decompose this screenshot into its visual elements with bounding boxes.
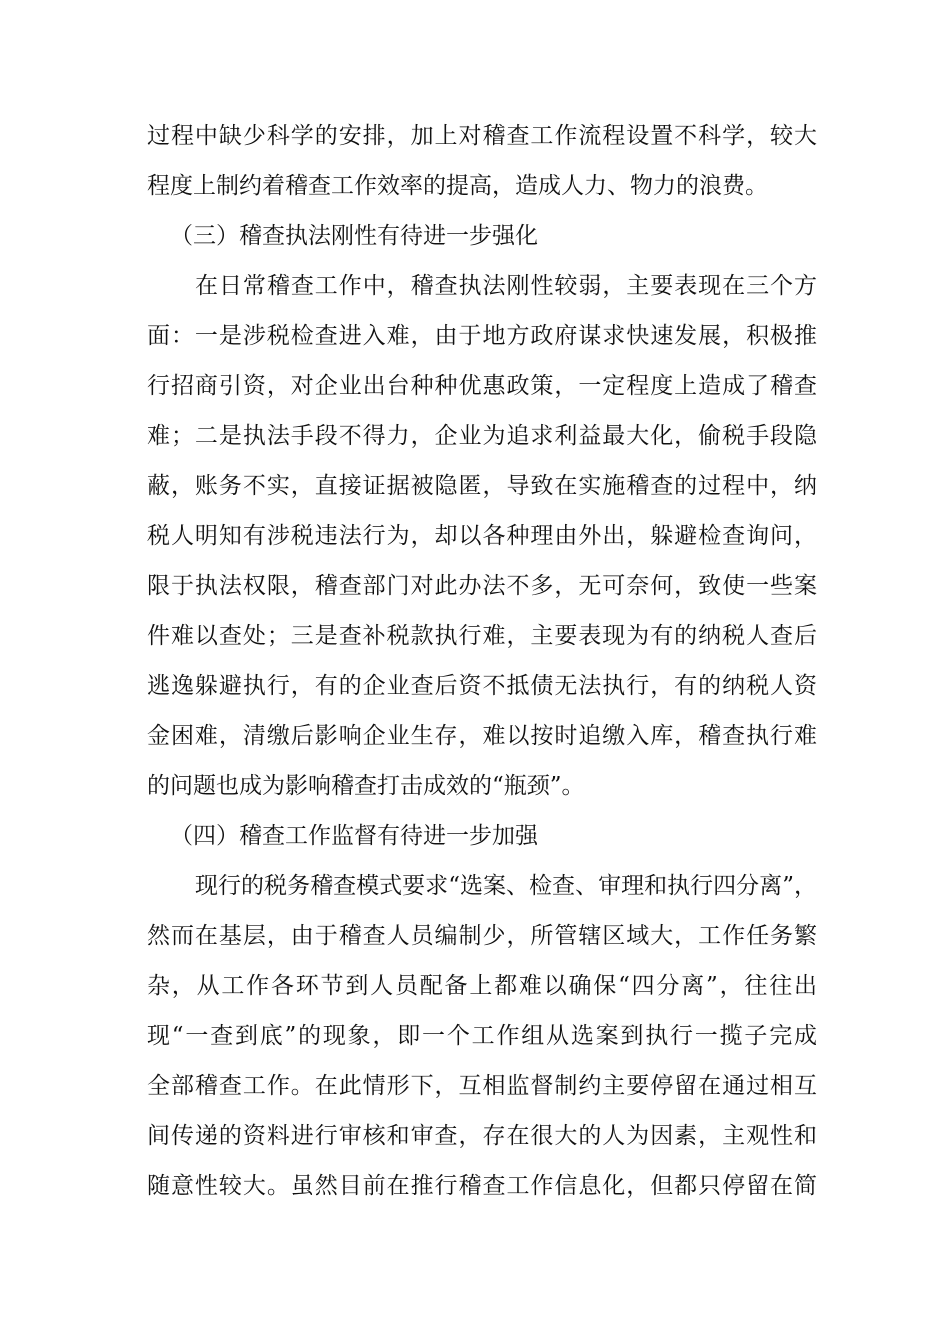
paragraph-line-11: 逃逸躲避执行，有的企业查后资不抵债无法执行，有的纳税人资 xyxy=(147,673,817,699)
section-heading-three: （三）稽查执法刚性有待进一步强化 xyxy=(170,223,538,249)
paragraph-line-10: 件难以查处；三是查补税款执行难，主要表现为有的纳税人查后 xyxy=(147,623,817,649)
paragraph-line-19: 间传递的资料进行审核和审查，存在很大的人为因素，主观性和 xyxy=(147,1123,817,1149)
paragraph-line-15: 然而在基层，由于稽查人员编制少，所管辖区域大，工作任务繁 xyxy=(147,923,817,949)
paragraph-line-5: 行招商引资，对企业出台种种优惠政策，一定程度上造成了稽查 xyxy=(147,373,817,399)
paragraph-line-6: 难；二是执法手段不得力，企业为追求利益最大化，偷税手段隐 xyxy=(147,423,817,449)
paragraph-line-9: 限于执法权限，稽查部门对此办法不多，无可奈何，致使一些案 xyxy=(147,573,817,599)
paragraph-line-13: 的问题也成为影响稽查打击成效的“瓶颈”。 xyxy=(147,773,585,799)
paragraph-line-20: 随意性较大。虽然目前在推行稽查工作信息化，但都只停留在简 xyxy=(147,1173,817,1199)
paragraph-line-18: 全部稽查工作。在此情形下，互相监督制约主要停留在通过相互 xyxy=(147,1073,817,1099)
paragraph-line-2: 程度上制约着稽查工作效率的提高，造成人力、物力的浪费。 xyxy=(147,173,768,199)
section-heading-four: （四）稽查工作监督有待进一步加强 xyxy=(170,823,538,849)
paragraph-line-1: 过程中缺少科学的安排，加上对稽查工作流程设置不科学，较大 xyxy=(147,123,817,149)
paragraph-line-16: 杂，从工作各环节到人员配备上都难以确保“四分离”，往往出 xyxy=(147,973,817,999)
paragraph-line-8: 税人明知有涉税违法行为，却以各种理由外出，躲避检查询问， xyxy=(147,523,817,549)
paragraph-line-14: 现行的税务稽查模式要求“选案、检查、审理和执行四分离”， xyxy=(195,873,817,899)
paragraph-line-4: 面：一是涉税检查进入难，由于地方政府谋求快速发展，积极推 xyxy=(147,323,817,349)
paragraph-line-3: 在日常稽查工作中，稽查执法刚性较弱，主要表现在三个方 xyxy=(195,273,817,299)
paragraph-line-17: 现“一查到底”的现象，即一个工作组从选案到执行一揽子完成 xyxy=(147,1023,817,1049)
paragraph-line-7: 蔽，账务不实，直接证据被隐匿，导致在实施稽查的过程中，纳 xyxy=(147,473,817,499)
paragraph-line-12: 金困难，清缴后影响企业生存，难以按时追缴入库，稽查执行难 xyxy=(147,723,817,749)
